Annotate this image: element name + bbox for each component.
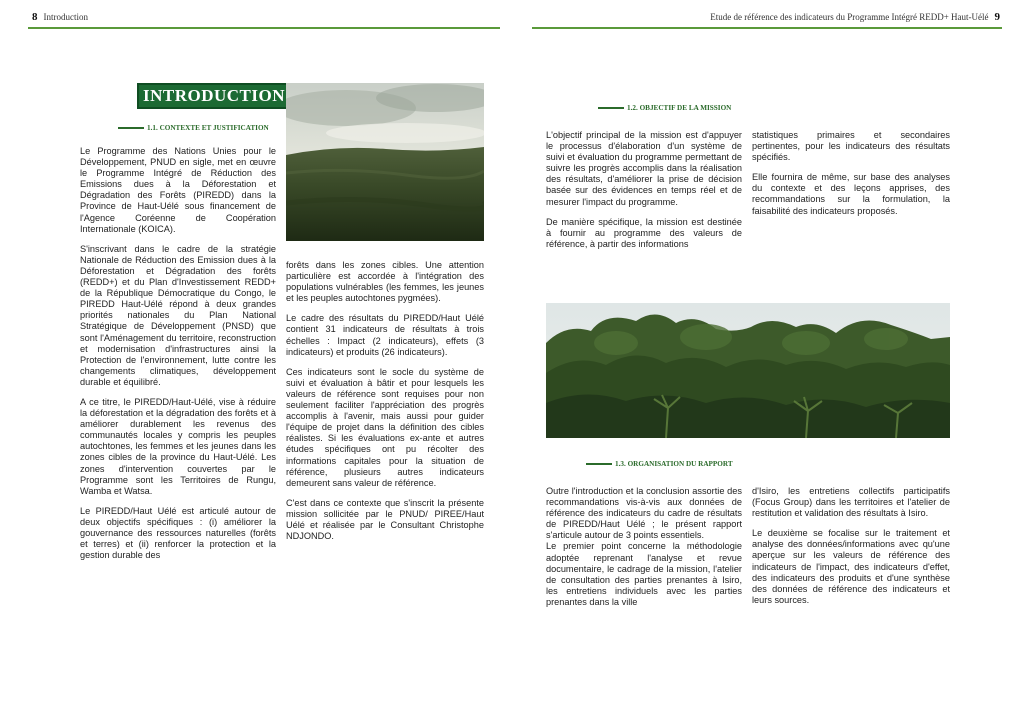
section-heading-1-2 bbox=[598, 104, 731, 112]
paragraph: Ces indicateurs sont le socle du système de suivi et évaluation à bâtir et pour lesquels les valeurs de référence sont requises pour non seulement faciliter l'appréciation des progrès accomplis à l'avenir, mais aussi pour guider l'équipe de projet dans la définition des cibles réalistes. Si les évaluations ex-ante et autres études spécifiques ont pu récolter des informations capitales pour la situation de référence, plusieurs autres indicateurs demeurent sans valeur de référence. bbox=[286, 366, 484, 488]
column-2-text bbox=[286, 260, 484, 551]
paragraph: Le PIREDD/Haut Uélé est articulé autour de deux objectifs spécifiques : (i) améliorer la gouvernance des ressources naturelles (forêts et terres) et (ii) renforcer la protection et la gestion durable des bbox=[80, 505, 276, 561]
paragraph: Le premier point concerne la méthodologie adoptée reprenant l'analyse et revue documentaire, le cadrage de la mission, l'atelier de consultation des parties prenantes à Isiro, les entretiens individuels avec les parties prenantes dans la ville bbox=[546, 541, 742, 607]
paragraph: L'objectif principal de la mission est d'appuyer le processus d'élaboration d'un système de suivi et évaluation du programme permettant de suivre les progrès accomplis dans la réalisation des résultats, d'améliorer la prise de décision basée sur des évidences en temps réel et de mesurer l'impact du programme. bbox=[546, 130, 742, 207]
section-bar bbox=[598, 107, 624, 109]
paragraph: Le Programme des Nations Unies pour le Développement, PNUD en sigle, met en œuvre le Programme Intégré de Réduction des Emissions dues à la Déforestation et Dégradation des Forêts (PIREDD) dans la Province de Haut-Uélé sous financement de l'Agence Coréenne de Coopération Internationale (KOICA). bbox=[80, 146, 276, 234]
paragraph: d'Isiro, les entretiens collectifs participatifs (Focus Group) dans les territoires et l'atelier de restitution et validation des résultats à Isiro. bbox=[752, 486, 950, 519]
paragraph: statistiques primaires et secondaires pertinentes, pour les indicateurs des résultats spécifiés. bbox=[752, 130, 950, 163]
right-running-header bbox=[710, 11, 1000, 23]
paragraph: S'inscrivant dans le cadre de la stratégie Nationale de Réduction des Emission dues à la Déforestation et Dégradation des forêts (REDD+) et du Plan d'Investissement REDD+ de la République Démocratique du Congo, le PIREDD Haut-Uélé répond à deux grandes priorités nationales du Plan National Stratégique de Développement (PNSD) que sont l'Aménagement du territoire, reconstruction et modernisation d'infrastructures ainsi la Protection de l'environnement, lutte contre les changements climatiques, développement durable et équilibré. bbox=[80, 243, 276, 387]
paragraph: Le cadre des résultats du PIREDD/Haut Uélé contient 31 indicateurs de résultats à trois échelles : Impact (2 indicateurs), effets (3 indicateurs) et produits (26 indicateurs). bbox=[286, 313, 484, 357]
paragraph: Le deuxième se focalise sur le traitement et analyse des données/informations avec qu'une aperçue sur les valeurs de référence des indicateurs de l'impact, des indicateurs d'effet, des indicateurs des produits et d'une synthèse des données de référence des indicateurs et leurs sources. bbox=[752, 528, 950, 605]
right-page-number: 9 bbox=[994, 11, 1000, 23]
column-4-bottom-text bbox=[752, 486, 950, 615]
column-4-top-text bbox=[752, 130, 950, 226]
left-header-rule bbox=[28, 27, 500, 29]
section-heading-1-3 bbox=[586, 460, 733, 468]
forest-aerial-photo bbox=[286, 83, 484, 241]
column-3-top-text bbox=[546, 130, 742, 259]
introduction-title: INTRODUCTION bbox=[137, 83, 291, 109]
left-page-number: 8 bbox=[32, 11, 38, 23]
paragraph: A ce titre, le PIREDD/Haut-Uélé, vise à réduire la déforestation et la dégradation des forêts et à améliorer durablement les revenus des communautés locales y compris les peuples autochtones, les femmes et les jeunes dans les zones cibles de la province du Haut-Uélé. Les zones d'intervention couvertes par le Programme sont les Territoires de Rungu, Wamba et Watsa. bbox=[80, 396, 276, 496]
section-heading-text: 1.2. OBJECTIF DE LA MISSION bbox=[627, 104, 732, 112]
right-header-rule bbox=[532, 27, 1002, 29]
section-bar bbox=[586, 463, 612, 465]
paragraph: Outre l'introduction et la conclusion assortie des recommandations vis-à-vis aux données de référence des indicateurs du cadre de résultats de PIREDD/Haut Uélé ; le présent rapport s'articule autour de 3 points essentiels. bbox=[546, 486, 742, 541]
column-1-text bbox=[80, 146, 276, 570]
column-3-bottom-text bbox=[546, 486, 742, 617]
paragraph: Elle fournira de même, sur base des analyses du contexte et des leçons apprises, des recommandations sur la formulation, la faisabilité des indicateurs proposés. bbox=[752, 172, 950, 216]
section-heading-1-1 bbox=[118, 124, 269, 132]
forest-canopy-photo bbox=[546, 303, 950, 438]
section-heading-text: 1.3. ORGANISATION DU RAPPORT bbox=[615, 460, 733, 468]
paragraph: C'est dans ce contexte que s'inscrit la présente mission sollicitée par le PNUD/ PIREE/Haut Uélé et réalisée par le Consultant Christophe NDJONDO. bbox=[286, 497, 484, 542]
left-header-title: Introduction bbox=[43, 12, 88, 22]
paragraph: forêts dans les zones cibles. Une attention particulière est accordée à l'intégration des populations vulnérables (les femmes, les jeunes et les peuples autochtones pygmées). bbox=[286, 260, 484, 304]
paragraph: De manière spécifique, la mission est destinée à fournir au programme des valeurs de référence, à partir des informations bbox=[546, 216, 742, 249]
left-running-header bbox=[32, 11, 88, 23]
section-heading-text: 1.1. CONTEXTE ET JUSTIFICATION bbox=[147, 124, 269, 132]
section-bar bbox=[118, 127, 144, 129]
right-header-title: Etude de référence des indicateurs du Programme Intégré REDD+ Haut-Uélé bbox=[710, 12, 989, 22]
